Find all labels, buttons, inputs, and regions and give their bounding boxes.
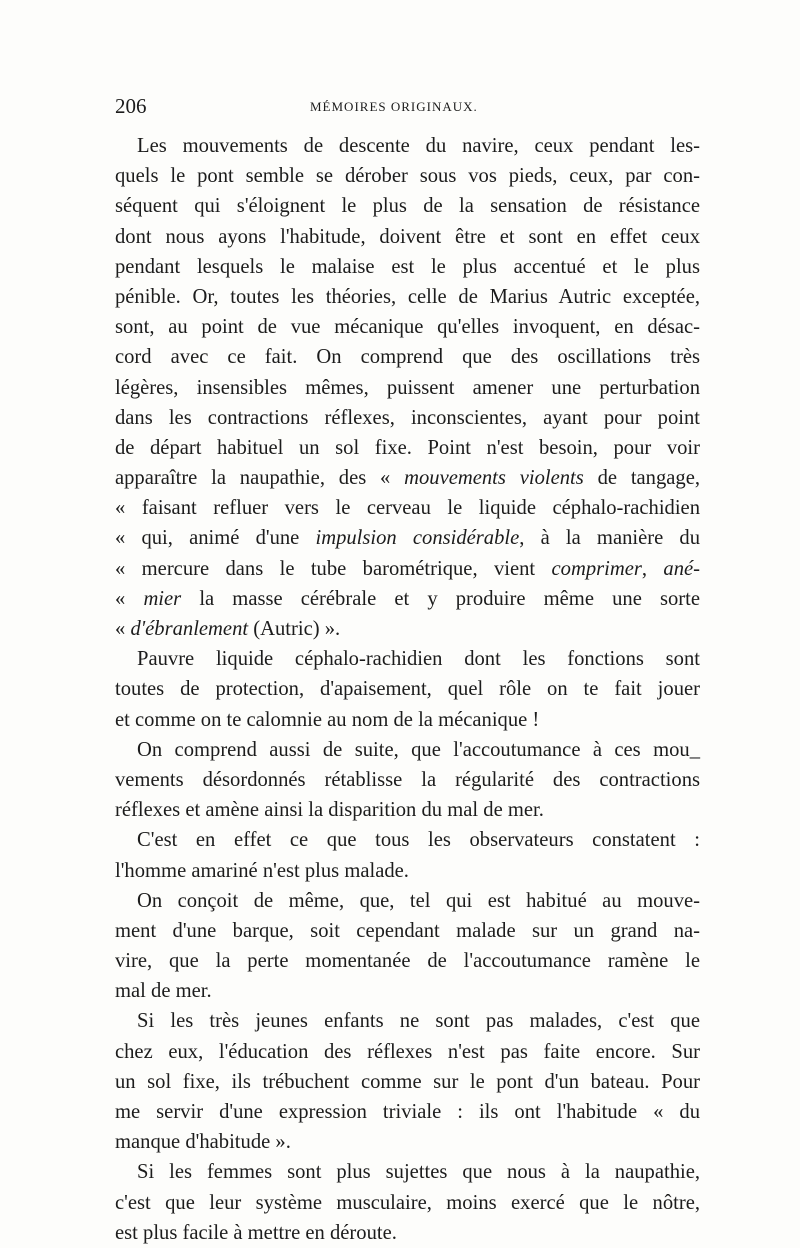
text-line: sont, au point de vue mécanique qu'elles invoquent, en désac-	[115, 316, 700, 339]
text-run: «	[115, 618, 131, 640]
text-run: , à la manière du	[519, 527, 701, 550]
text-line: chez eux, l'éducation des réflexes n'est pas faite encore. Sur	[115, 1040, 700, 1063]
text-line	[115, 614, 700, 644]
paragraph-3	[115, 735, 700, 826]
page-body	[115, 131, 700, 1248]
paragraph-1	[115, 131, 700, 644]
paragraph-5	[115, 886, 700, 1007]
text-line: me servir d'une expression triviale : ils ont l'habitude « du	[115, 1101, 700, 1123]
text-line: Pauvre liquide céphalo-rachidien dont les fonctions sont	[137, 648, 700, 671]
text-run: (Autric) ».	[248, 618, 341, 640]
italic-run: d'ébranlement	[130, 618, 249, 640]
text-line: c'est que leur système musculaire, moins exercé que le nôtre,	[115, 1191, 700, 1214]
text-line: vire, que la perte momentanée de l'accoutumance ramène le	[115, 950, 700, 973]
text-line: quels le pont semble se dérober sous vos pieds, ceux, par con-	[115, 165, 700, 188]
text-line: l'homme amariné n'est plus malade.	[115, 859, 409, 882]
italic-run: ané-	[663, 557, 701, 580]
text-run: la masse cérébrale et y produire même une sorte	[181, 587, 700, 610]
text-line	[115, 523, 700, 553]
text-line: dans les contractions réflexes, inconscientes, ayant pour point	[115, 406, 700, 429]
text-line	[115, 584, 700, 614]
text-line: « faisant refluer vers le cerveau le liquide céphalo-rachidien	[115, 497, 700, 520]
italic-run: mouvements violents	[404, 467, 584, 490]
text-line: Les mouvements de descente du navire, ceux pendant les-	[137, 135, 700, 157]
text-line: ment d'une barque, soit cependant malade sur un grand na-	[115, 919, 700, 942]
text-line: est plus facile à mettre en déroute.	[115, 1221, 397, 1244]
text-line: pendant lesquels le malaise est le plus accentué et le plus	[115, 255, 700, 278]
text-run: « qui, animé d'une	[115, 527, 316, 550]
paragraph-4	[115, 825, 700, 885]
text-run: de tangage,	[583, 467, 700, 490]
text-run: «	[115, 587, 144, 610]
text-line	[115, 554, 700, 584]
text-line: dont nous ayons l'habitude, doivent être et sont en effet ceux	[115, 225, 700, 248]
text-line: mal de mer.	[115, 980, 212, 1003]
text-run: apparaître la naupathie, des «	[115, 467, 405, 490]
text-line: un sol fixe, ils trébuchent comme sur le pont d'un bateau. Pour	[115, 1070, 700, 1093]
text-line: Si les très jeunes enfants ne sont pas malades, c'est que	[137, 1010, 700, 1033]
text-line: pénible. Or, toutes les théories, celle de Marius Autric exceptée,	[115, 285, 700, 308]
italic-run: impulsion considérable	[315, 527, 520, 550]
text-line: Si les femmes sont plus sujettes que nous à la naupathie,	[137, 1161, 700, 1184]
italic-run: mier	[143, 587, 182, 610]
text-line: On comprend aussi de suite, que l'accoutumance à ces mou_	[137, 738, 700, 761]
paragraph-2	[115, 644, 700, 735]
text-line	[115, 463, 700, 493]
text-line: On conçoit de même, que, tel qui est habitué au mouve-	[137, 889, 700, 912]
text-line: C'est en effet ce que tous les observateurs constatent :	[137, 829, 700, 852]
text-line: toutes de protection, d'apaisement, quel rôle on te fait jouer	[115, 678, 700, 701]
text-line: manque d'habitude ».	[115, 1131, 291, 1154]
italic-run: comprimer	[551, 557, 642, 580]
text-line: séquent qui s'éloignent le plus de la sensation de résistance	[115, 195, 700, 218]
text-line: réflexes et amène ainsi la disparition du mal de mer.	[115, 799, 544, 822]
text-run: « mercure dans le tube barométrique, vient	[115, 557, 552, 580]
text-line: et comme on te calomnie au nom de la mécanique !	[115, 708, 540, 731]
text-line: de départ habituel un sol fixe. Point n'est besoin, pour voir	[115, 436, 700, 459]
text-run: ,	[641, 557, 664, 580]
paragraph-7	[115, 1157, 700, 1248]
text-line: cord avec ce fait. On comprend que des oscillations très	[115, 346, 700, 369]
text-line: vements désordonnés rétablisse la régularité des contractions	[115, 768, 700, 791]
running-title: MÉMOIRES ORIGINAUX.	[310, 99, 478, 114]
page-number: 206	[115, 94, 147, 118]
text-line: légères, insensibles mêmes, puissent amener une perturbation	[115, 376, 700, 399]
page-header	[115, 94, 705, 120]
paragraph-6	[115, 1006, 700, 1157]
